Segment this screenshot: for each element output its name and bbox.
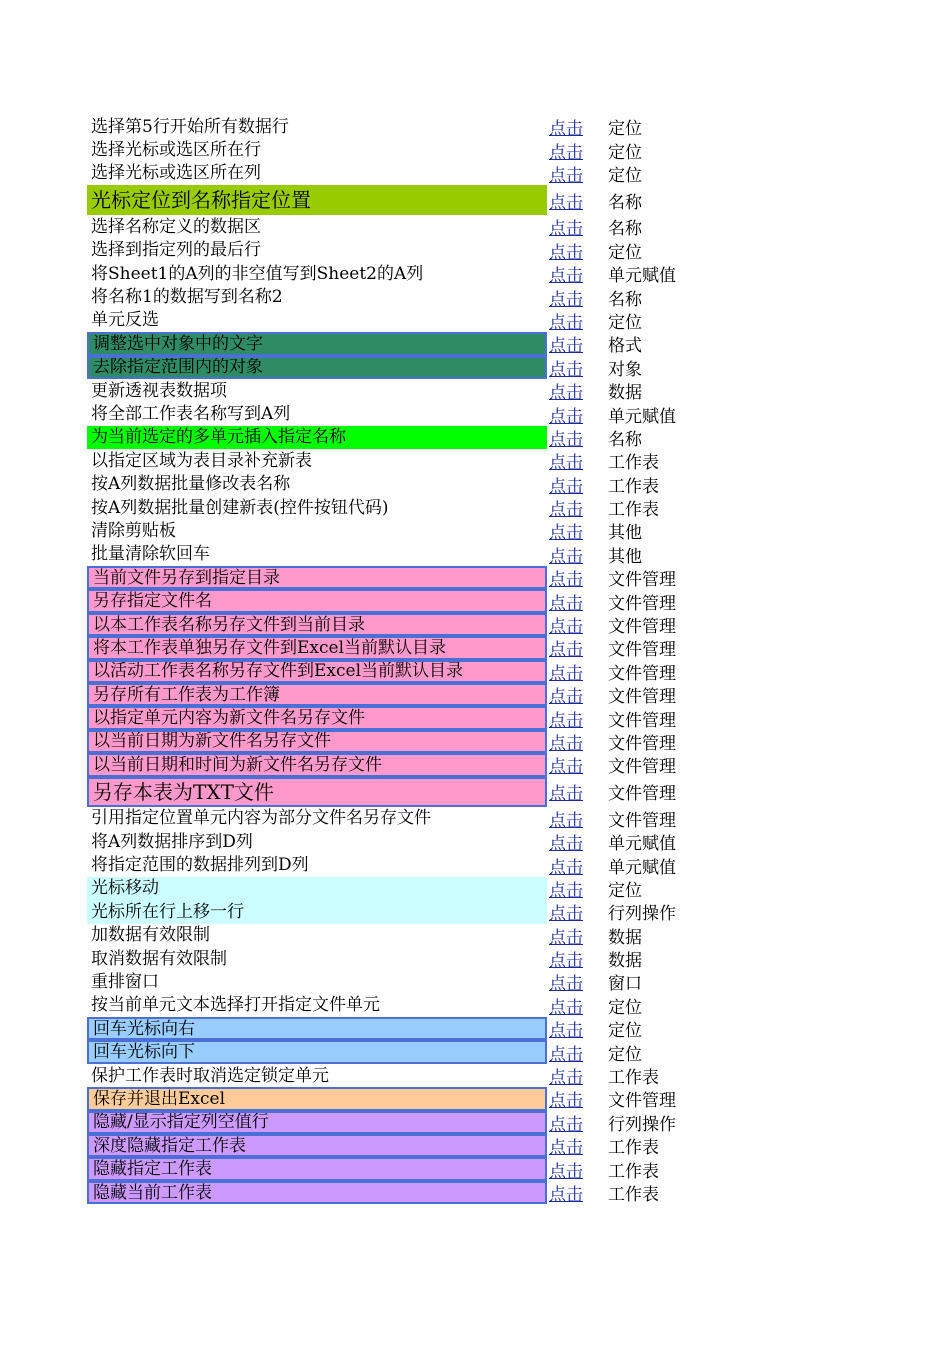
category-label: 工作表 xyxy=(608,453,659,474)
table-row xyxy=(0,947,950,970)
macro-list-sheet xyxy=(0,115,950,1204)
macro-description: 以指定区域为表目录补充新表 xyxy=(91,450,312,471)
category-label: 行列操作 xyxy=(608,904,676,925)
run-macro-link[interactable]: 点击 xyxy=(549,406,583,427)
category-label: 名称 xyxy=(608,429,642,450)
run-macro-link[interactable]: 点击 xyxy=(549,997,583,1018)
macro-description: 将名称1的数据写到名称2 xyxy=(91,287,283,308)
table-row xyxy=(0,379,950,402)
table-row xyxy=(0,519,950,542)
macro-description: 按A列数据批量创建新表(控件按钮代码) xyxy=(91,497,389,518)
table-row xyxy=(0,900,950,923)
run-macro-link[interactable]: 点击 xyxy=(549,880,583,901)
macro-description: 批量清除软回车 xyxy=(91,544,210,565)
table-row xyxy=(0,807,950,830)
run-macro-link[interactable]: 点击 xyxy=(549,1068,583,1089)
macro-description: 将Sheet1的A列的非空值写到Sheet2的A列 xyxy=(91,263,424,284)
table-row xyxy=(0,162,950,185)
table-row xyxy=(0,777,950,807)
run-macro-link[interactable]: 点击 xyxy=(549,663,583,684)
run-macro-link[interactable]: 点击 xyxy=(549,1021,583,1042)
macro-description: 重排窗口 xyxy=(91,971,159,992)
macro-description: 将全部工作表名称写到A列 xyxy=(91,403,291,424)
category-label: 窗口 xyxy=(608,974,642,995)
run-macro-link[interactable]: 点击 xyxy=(549,546,583,567)
run-macro-link[interactable]: 点击 xyxy=(549,687,583,708)
category-label: 文件管理 xyxy=(608,710,676,731)
category-label: 文件管理 xyxy=(608,1091,676,1112)
macro-description: 深度隐藏指定工作表 xyxy=(87,1134,547,1157)
category-label: 其他 xyxy=(608,546,642,567)
category-label: 文件管理 xyxy=(608,617,676,638)
run-macro-link[interactable]: 点击 xyxy=(549,1185,583,1205)
table-row xyxy=(0,309,950,332)
macro-description: 引用指定位置单元内容为部分文件名另存文件 xyxy=(91,808,431,829)
category-label: 数据 xyxy=(608,951,642,972)
run-macro-link[interactable]: 点击 xyxy=(549,904,583,925)
category-label: 工作表 xyxy=(608,1185,659,1205)
table-row xyxy=(0,496,950,519)
run-macro-link[interactable]: 点击 xyxy=(549,974,583,995)
category-label: 定位 xyxy=(608,1044,642,1065)
macro-description: 回车光标向下 xyxy=(87,1040,547,1063)
macro-description: 单元反选 xyxy=(91,310,159,331)
category-label: 文件管理 xyxy=(608,640,676,661)
run-macro-link[interactable]: 点击 xyxy=(549,266,583,287)
table-row xyxy=(0,830,950,853)
table-row xyxy=(0,853,950,876)
run-macro-link[interactable]: 点击 xyxy=(549,1044,583,1065)
category-label: 文件管理 xyxy=(608,733,676,754)
run-macro-link[interactable]: 点击 xyxy=(549,242,583,263)
table-row xyxy=(0,753,950,776)
macro-description: 保护工作表时取消选定锁定单元 xyxy=(91,1065,329,1086)
macro-description: 光标定位到名称指定位置 xyxy=(87,185,547,215)
category-label: 定位 xyxy=(608,997,642,1018)
table-row xyxy=(0,402,950,425)
run-macro-link[interactable]: 点击 xyxy=(549,429,583,450)
run-macro-link[interactable]: 点击 xyxy=(549,312,583,333)
table-row xyxy=(0,1181,950,1204)
run-macro-link[interactable]: 点击 xyxy=(549,757,583,778)
run-macro-link[interactable]: 点击 xyxy=(549,219,583,240)
category-label: 文件管理 xyxy=(608,810,676,831)
table-row xyxy=(0,970,950,993)
run-macro-link[interactable]: 点击 xyxy=(549,710,583,731)
run-macro-link[interactable]: 点击 xyxy=(549,617,583,638)
category-label: 名称 xyxy=(608,289,642,310)
category-label: 数据 xyxy=(608,927,642,948)
category-label: 单元赋值 xyxy=(608,266,676,287)
table-row xyxy=(0,1040,950,1063)
run-macro-link[interactable]: 点击 xyxy=(549,570,583,591)
table-row xyxy=(0,1064,950,1087)
macro-description: 以指定单元内容为新文件名另存文件 xyxy=(87,706,547,729)
run-macro-link[interactable]: 点击 xyxy=(549,1138,583,1159)
table-row xyxy=(0,543,950,566)
table-row xyxy=(0,138,950,161)
category-label: 定位 xyxy=(608,312,642,333)
table-row xyxy=(0,589,950,612)
category-label: 工作表 xyxy=(608,500,659,521)
run-macro-link[interactable]: 点击 xyxy=(549,927,583,948)
macro-description: 以当前日期为新文件名另存文件 xyxy=(87,730,547,753)
table-row xyxy=(0,636,950,659)
category-label: 工作表 xyxy=(608,1068,659,1089)
macro-description: 光标移动 xyxy=(87,877,547,900)
run-macro-link[interactable]: 点击 xyxy=(549,119,583,140)
macro-description: 以活动工作表名称另存文件到Excel当前默认目录 xyxy=(87,660,547,683)
table-row xyxy=(0,660,950,683)
category-label: 文件管理 xyxy=(608,570,676,591)
table-row xyxy=(0,285,950,308)
macro-description: 按A列数据批量修改表名称 xyxy=(91,474,291,495)
table-row xyxy=(0,924,950,947)
run-macro-link[interactable]: 点击 xyxy=(549,165,583,186)
run-macro-link[interactable]: 点击 xyxy=(549,476,583,497)
table-row xyxy=(0,426,950,449)
macro-description: 隐藏/显示指定列空值行 xyxy=(87,1111,547,1134)
macro-description: 调整选中对象中的文字 xyxy=(87,332,547,355)
table-row xyxy=(0,239,950,262)
table-row xyxy=(0,683,950,706)
run-macro-link[interactable]: 点击 xyxy=(549,784,583,805)
macro-description: 当前文件另存到指定目录 xyxy=(87,566,547,589)
category-label: 单元赋值 xyxy=(608,857,676,878)
run-macro-link[interactable]: 点击 xyxy=(549,453,583,474)
run-macro-link[interactable]: 点击 xyxy=(549,336,583,357)
macro-description: 取消数据有效限制 xyxy=(91,948,227,969)
macro-description: 保存并退出Excel xyxy=(87,1087,547,1110)
macro-description: 去除指定范围内的对象 xyxy=(87,356,547,379)
table-row xyxy=(0,1017,950,1040)
table-row xyxy=(0,1087,950,1110)
run-macro-link[interactable]: 点击 xyxy=(549,289,583,310)
macro-description: 选择光标或选区所在行 xyxy=(91,140,261,161)
table-row xyxy=(0,1111,950,1134)
category-label: 行列操作 xyxy=(608,1114,676,1135)
macro-description: 另存所有工作表为工作簿 xyxy=(87,683,547,706)
run-macro-link[interactable]: 点击 xyxy=(549,951,583,972)
run-macro-link[interactable]: 点击 xyxy=(549,192,583,213)
macro-description: 加数据有效限制 xyxy=(91,925,210,946)
run-macro-link[interactable]: 点击 xyxy=(549,359,583,380)
macro-description: 更新透视表数据项 xyxy=(91,380,227,401)
macro-description: 选择名称定义的数据区 xyxy=(91,216,261,237)
category-label: 其他 xyxy=(608,523,642,544)
macro-description: 清除剪贴板 xyxy=(91,520,176,541)
category-label: 定位 xyxy=(608,142,642,163)
macro-description: 为当前选定的多单元插入指定名称 xyxy=(87,426,547,449)
category-label: 文件管理 xyxy=(608,757,676,778)
category-label: 名称 xyxy=(608,219,642,240)
table-row xyxy=(0,994,950,1017)
table-row xyxy=(0,730,950,753)
category-label: 定位 xyxy=(608,242,642,263)
macro-description: 将A列数据排序到D列 xyxy=(91,831,253,852)
run-macro-link[interactable]: 点击 xyxy=(549,640,583,661)
run-macro-link[interactable]: 点击 xyxy=(549,1114,583,1135)
category-label: 文件管理 xyxy=(608,784,676,805)
category-label: 文件管理 xyxy=(608,687,676,708)
table-row xyxy=(0,613,950,636)
table-row xyxy=(0,356,950,379)
macro-description: 回车光标向右 xyxy=(87,1017,547,1040)
category-label: 定位 xyxy=(608,1021,642,1042)
table-row xyxy=(0,185,950,215)
table-row xyxy=(0,262,950,285)
run-macro-link[interactable]: 点击 xyxy=(549,142,583,163)
run-macro-link[interactable]: 点击 xyxy=(549,383,583,404)
table-row xyxy=(0,215,950,238)
table-row xyxy=(0,566,950,589)
category-label: 单元赋值 xyxy=(608,406,676,427)
table-row xyxy=(0,332,950,355)
macro-description: 将指定范围的数据排列到D列 xyxy=(91,855,309,876)
table-row xyxy=(0,115,950,138)
category-label: 工作表 xyxy=(608,1138,659,1159)
run-macro-link[interactable]: 点击 xyxy=(549,500,583,521)
macro-description: 选择第5行开始所有数据行 xyxy=(91,116,289,137)
macro-description: 以本工作表名称另存文件到当前目录 xyxy=(87,613,547,636)
macro-description: 另存本表为TXT文件 xyxy=(87,777,547,807)
run-macro-link[interactable]: 点击 xyxy=(549,1161,583,1182)
table-row xyxy=(0,1134,950,1157)
macro-description: 以当前日期和时间为新文件名另存文件 xyxy=(87,753,547,776)
category-label: 数据 xyxy=(608,383,642,404)
table-row xyxy=(0,1157,950,1180)
macro-description: 选择光标或选区所在列 xyxy=(91,163,261,184)
run-macro-link[interactable]: 点击 xyxy=(549,834,583,855)
category-label: 对象 xyxy=(608,359,642,380)
table-row xyxy=(0,877,950,900)
macro-description: 将本工作表单独另存文件到Excel当前默认目录 xyxy=(87,636,547,659)
category-label: 单元赋值 xyxy=(608,834,676,855)
macro-description: 另存指定文件名 xyxy=(87,589,547,612)
category-label: 文件管理 xyxy=(608,663,676,684)
run-macro-link[interactable]: 点击 xyxy=(549,1091,583,1112)
macro-description: 光标所在行上移一行 xyxy=(87,900,547,923)
category-label: 定位 xyxy=(608,880,642,901)
run-macro-link[interactable]: 点击 xyxy=(549,733,583,754)
run-macro-link[interactable]: 点击 xyxy=(549,857,583,878)
run-macro-link[interactable]: 点击 xyxy=(549,593,583,614)
table-row xyxy=(0,449,950,472)
category-label: 格式 xyxy=(608,336,642,357)
run-macro-link[interactable]: 点击 xyxy=(549,810,583,831)
run-macro-link[interactable]: 点击 xyxy=(549,523,583,544)
category-label: 工作表 xyxy=(608,1161,659,1182)
category-label: 工作表 xyxy=(608,476,659,497)
table-row xyxy=(0,472,950,495)
category-label: 文件管理 xyxy=(608,593,676,614)
table-row xyxy=(0,706,950,729)
category-label: 名称 xyxy=(608,192,642,213)
macro-description: 隐藏当前工作表 xyxy=(87,1181,547,1204)
category-label: 定位 xyxy=(608,165,642,186)
macro-description: 按当前单元文本选择打开指定文件单元 xyxy=(91,995,380,1016)
macro-description: 选择到指定列的最后行 xyxy=(91,240,261,261)
category-label: 定位 xyxy=(608,119,642,140)
macro-description: 隐藏指定工作表 xyxy=(87,1157,547,1180)
